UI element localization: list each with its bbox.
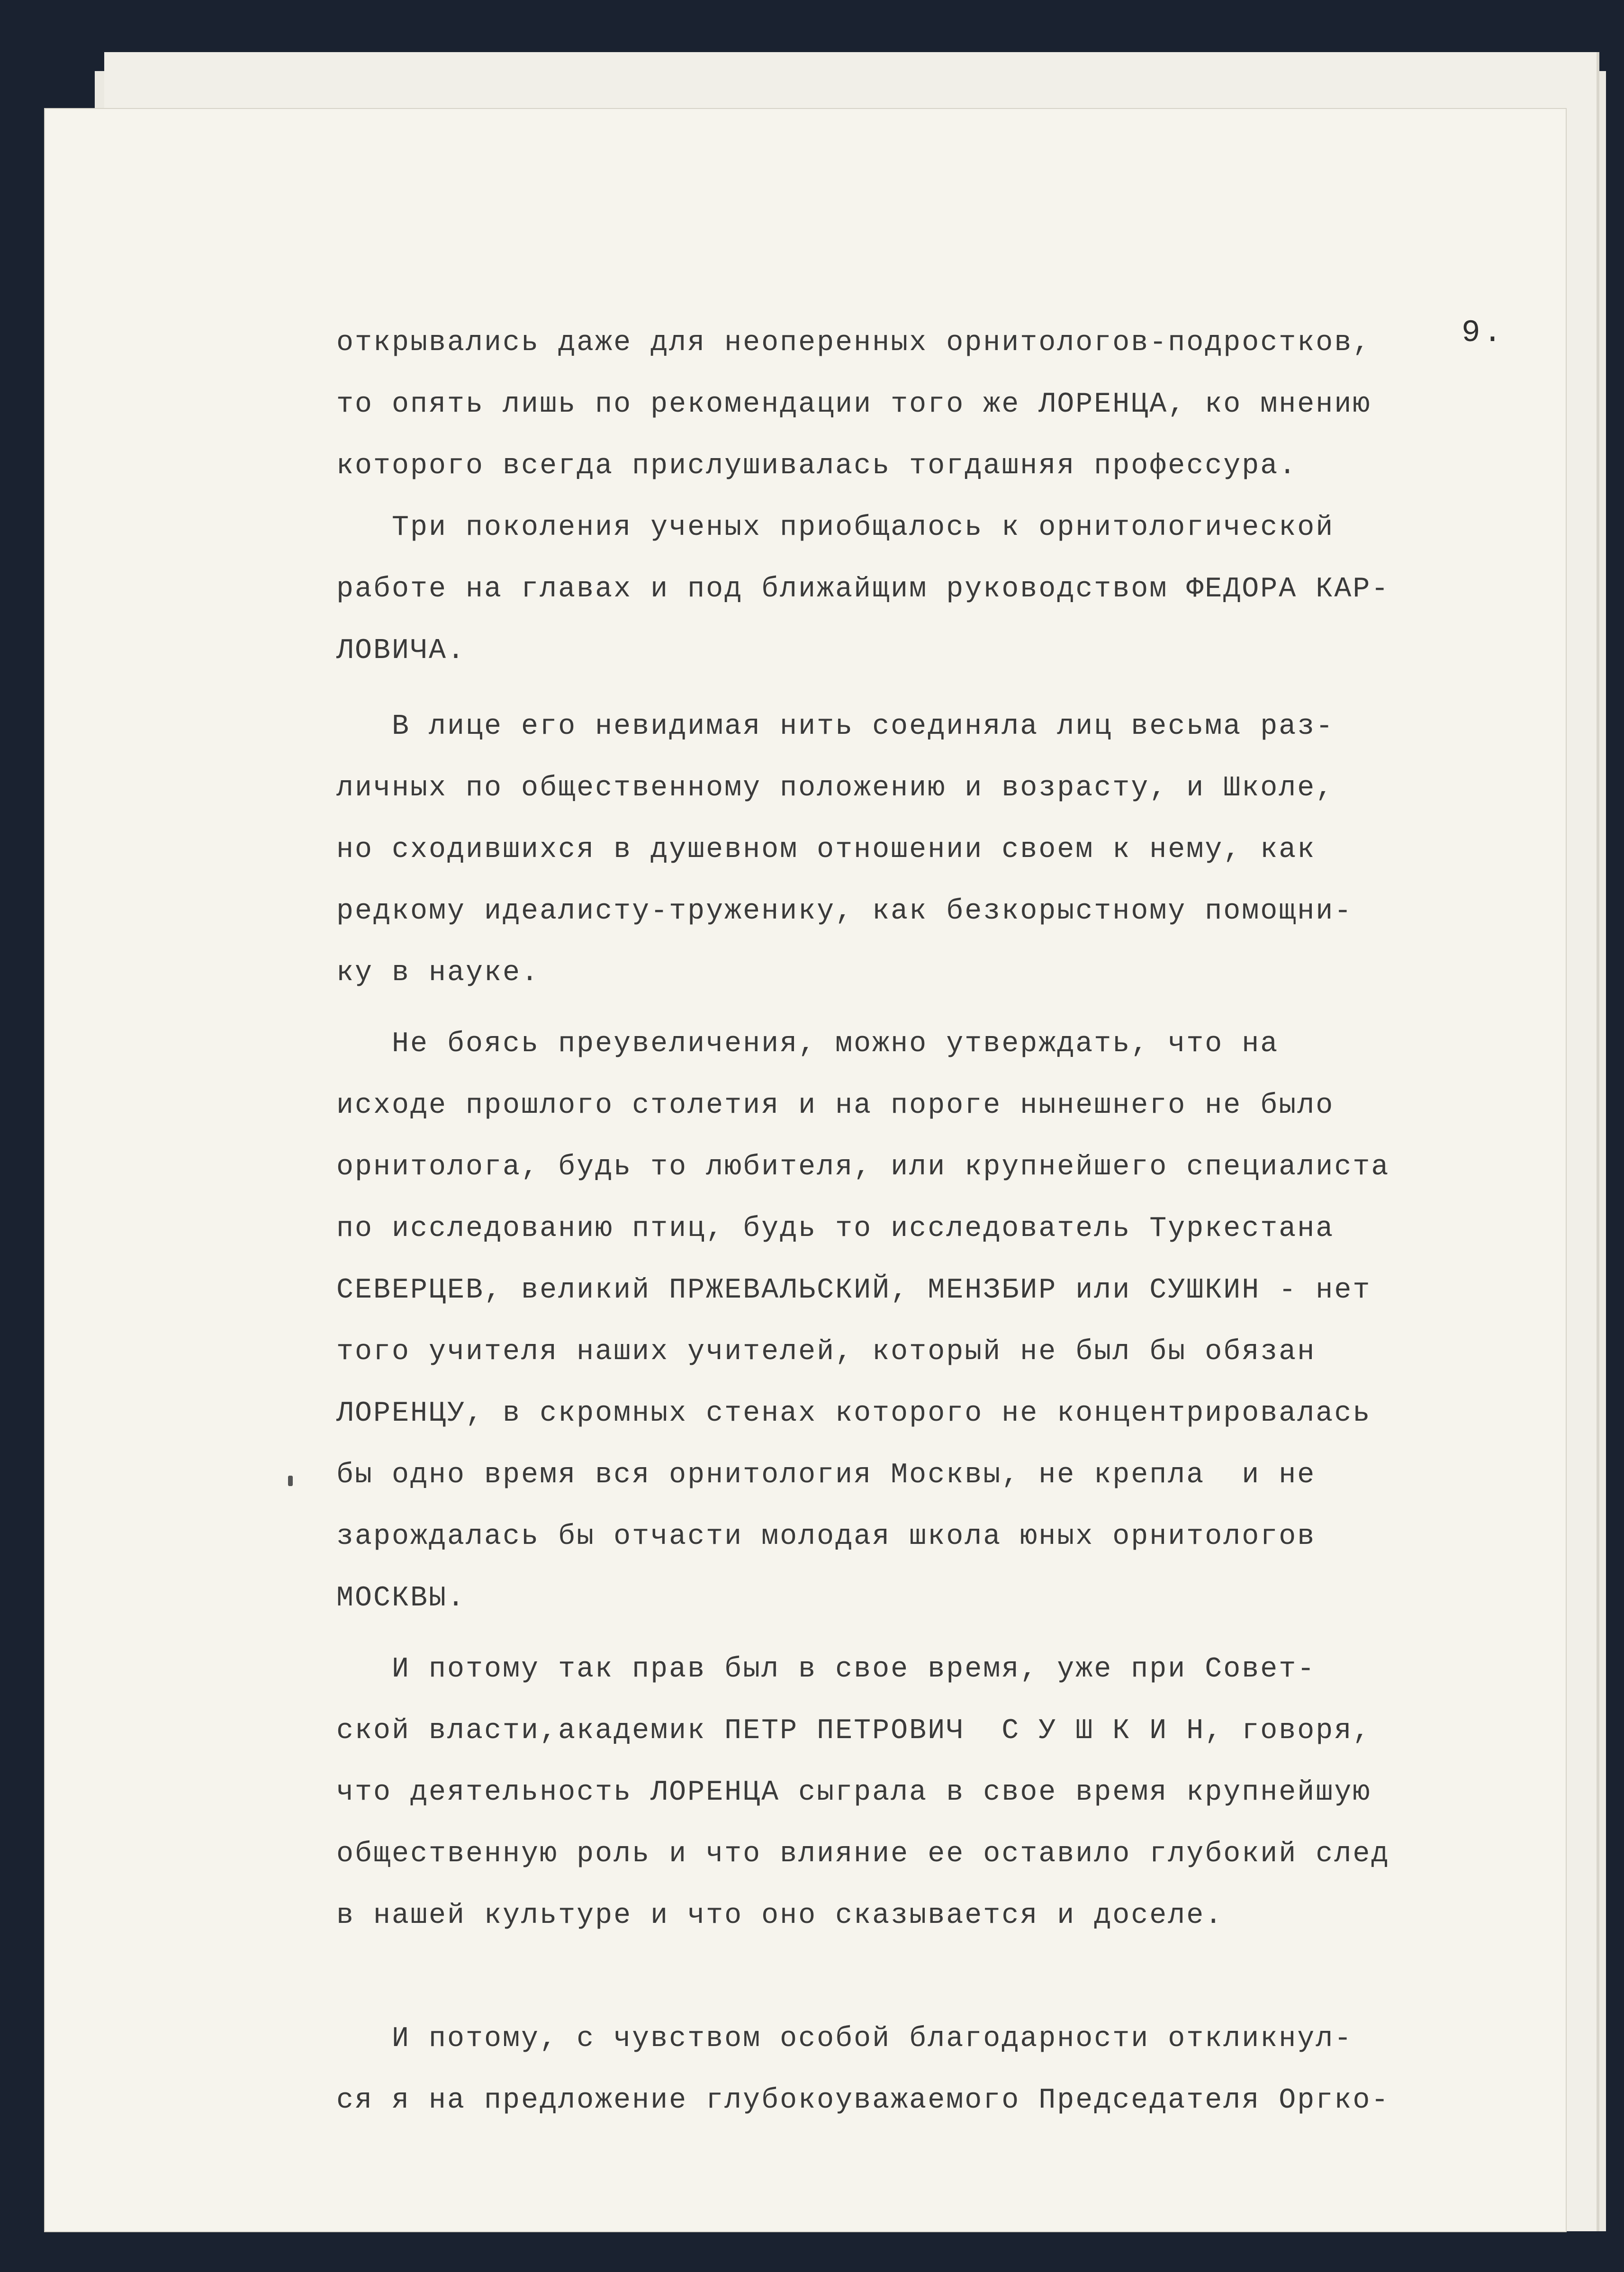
- text-line: по исследованию птиц, будь то исследователь Туркестана: [336, 1213, 1335, 1245]
- text-line: исходе прошлого столетия и на пороге нынешнего не было: [336, 1090, 1335, 1122]
- text-line: В лице его невидимая нить соединяла лиц весьма раз-: [336, 711, 1335, 743]
- text-line: МОСКВЫ.: [336, 1582, 466, 1614]
- text-line: открывались даже для неоперенных орнитологов-подростков,: [336, 327, 1371, 359]
- text-line: в нашей культуре и что оно сказывается и доселе.: [336, 1900, 1224, 1932]
- text-line: которого всегда прислушивалась тогдашняя профессура.: [336, 450, 1298, 482]
- text-line: СЕВЕРЦЕВ, великий ПРЖЕВАЛЬСКИЙ, МЕНЗБИР или СУШКИН - нет: [336, 1274, 1371, 1307]
- text-line: Не боясь преувеличения, можно утверждать, что на: [336, 1028, 1279, 1060]
- text-line: личных по общественному положению и возрасту, и Школе,: [336, 772, 1335, 804]
- text-line: И потому так прав был в свое время, уже при Совет-: [336, 1653, 1316, 1686]
- text-line: ской власти,академик ПЕТР ПЕТРОВИЧ С У Ш К И Н, говоря,: [336, 1715, 1371, 1747]
- text-line: Три поколения ученых приобщалось к орнитологической: [336, 512, 1335, 544]
- text-line: И потому, с чувством особой благодарности откликнул-: [336, 2023, 1353, 2055]
- text-line: редкому идеалисту-труженику, как безкорыстному помощни-: [336, 895, 1353, 928]
- text-line: но сходившихся в душевном отношении своем к нему, как: [336, 834, 1316, 866]
- text-line: ЛОВИЧА.: [336, 635, 466, 667]
- text-line: общественную роль и что влияние ее оставило глубокий след: [336, 1838, 1390, 1870]
- text-line: что деятельность ЛОРЕНЦА сыграла в свое время крупнейшую: [336, 1776, 1371, 1809]
- text-line: ЛОРЕНЦУ, в скромных стенах которого не концентрировалась: [336, 1397, 1371, 1430]
- text-line: ку в науке.: [336, 957, 540, 989]
- page-number: 9.: [1462, 315, 1505, 351]
- margin-mark: [288, 1476, 293, 1486]
- text-line: бы одно время вся орнитология Москвы, не крепла и не: [336, 1459, 1316, 1491]
- text-line: то опять лишь по рекомендации того же ЛОРЕНЦА, ко мнению: [336, 388, 1371, 421]
- text-line: того учителя наших учителей, который не был бы обязан: [336, 1336, 1316, 1368]
- text-line: ся я на предложение глубокоуважаемого Председателя Оргко-: [336, 2084, 1390, 2117]
- text-line: работе на главах и под ближайщим руководством ФЕДОРА КАР-: [336, 573, 1390, 605]
- text-line: орнитолога, будь то любителя, или крупнейшего специалиста: [336, 1151, 1390, 1183]
- text-line: зарождалась бы отчасти молодая школа юных орнитологов: [336, 1521, 1316, 1553]
